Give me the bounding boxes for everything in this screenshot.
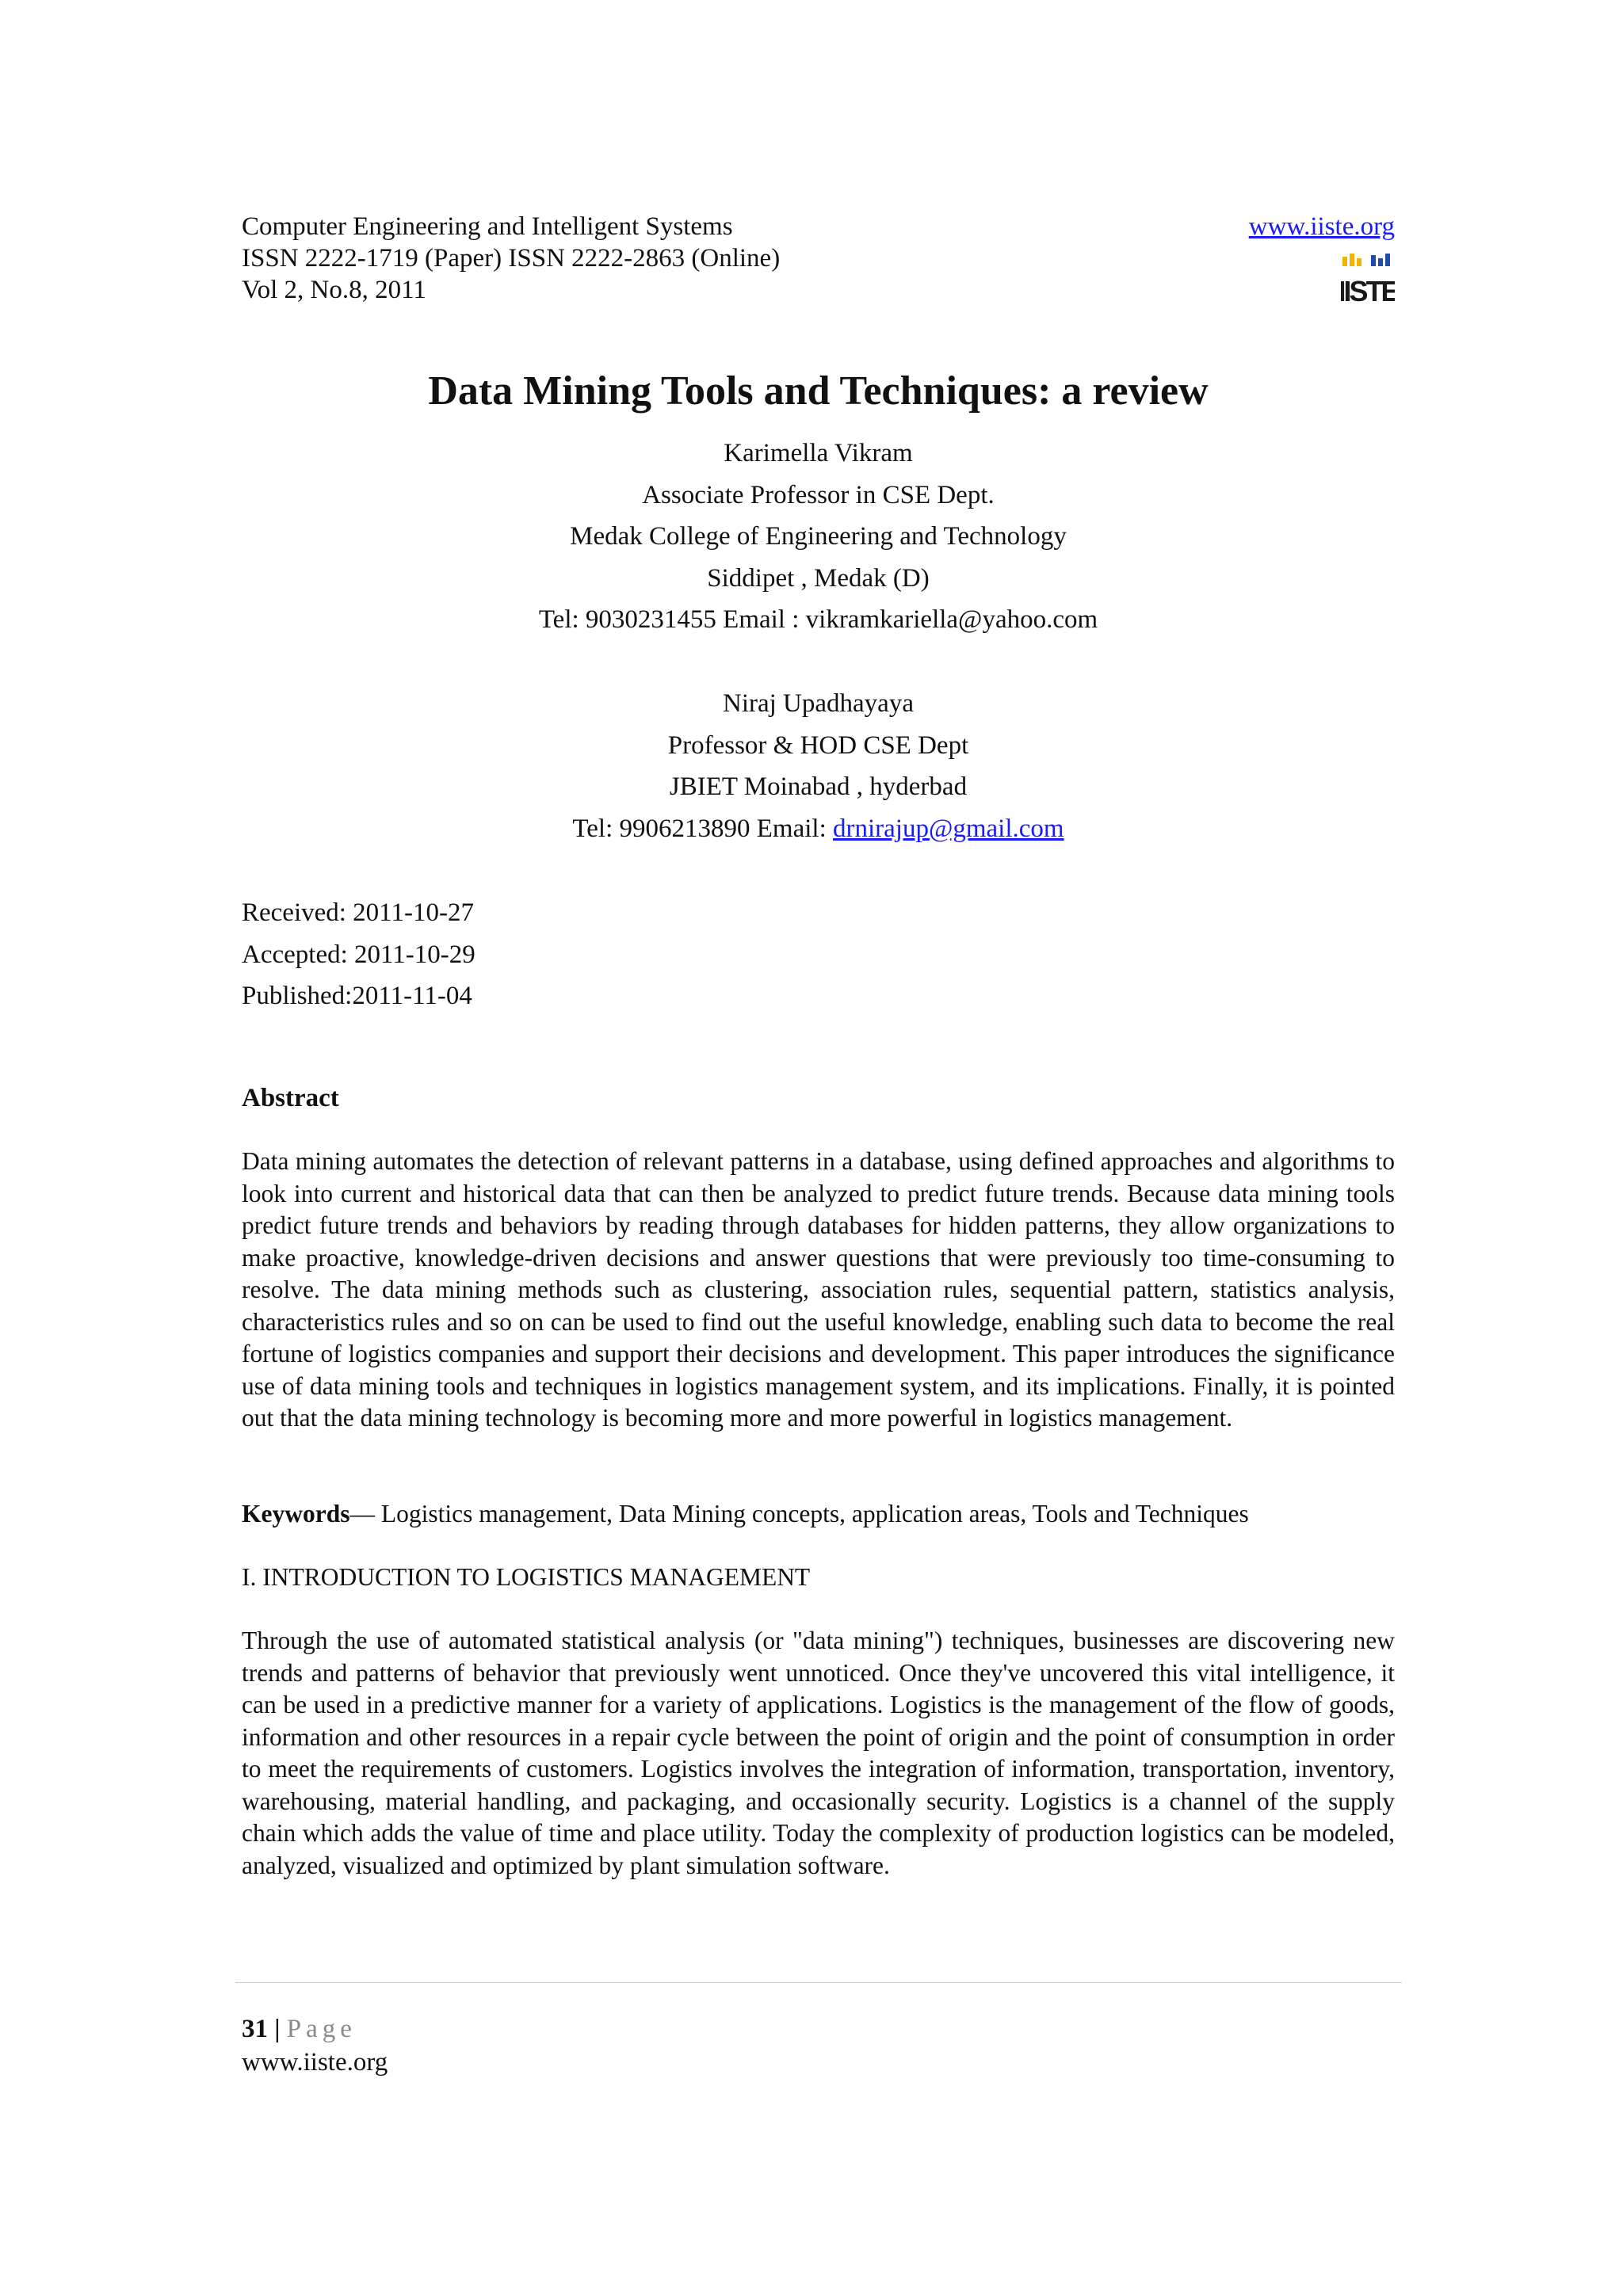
author-affiliation: JBIET Moinabad , hyderbad [669, 772, 968, 801]
introduction-heading: I. INTRODUCTION TO LOGISTICS MANAGEMENT [242, 1563, 811, 1591]
iiste-logo-icon [1341, 252, 1395, 306]
page-number-line [242, 2012, 388, 2046]
document-page [242, 0, 1395, 2296]
author-name: Niraj Upadhayaya [723, 689, 914, 718]
author-affiliation: Medak College of Engineering and Technology [570, 522, 1067, 551]
journal-header [242, 211, 1395, 314]
publication-dates [242, 892, 475, 1017]
page-separator: | [268, 2015, 287, 2043]
author-contact-prefix: Tel: 9906213890 Email: [572, 814, 833, 843]
author-block-1 [242, 433, 1395, 641]
journal-name: Computer Engineering and Intelligent Systems [242, 212, 733, 241]
page-label: Page [286, 2015, 357, 2043]
footer-website: www.iiste.org [242, 2048, 388, 2077]
page-number: 31 [242, 2015, 268, 2043]
author-contact [242, 808, 1395, 850]
author-position: Associate Professor in CSE Dept. [642, 480, 995, 509]
journal-website-link[interactable]: www.iiste.org [1248, 212, 1395, 241]
author-location: Siddipet , Medak (D) [707, 563, 930, 593]
svg-text:IISTE: IISTE [1341, 275, 1395, 306]
keywords-text: — Logistics management, Data Mining concepts, application areas, Tools and Techniques [349, 1500, 1249, 1527]
author-position: Professor & HOD CSE Dept [667, 730, 969, 760]
journal-issn: ISSN 2222-1719 (Paper) ISSN 2222-2863 (Online) [242, 244, 781, 273]
received-date: Received: 2011-10-27 [242, 898, 474, 927]
journal-info [242, 211, 780, 306]
keywords-label: Keywords [242, 1500, 350, 1527]
footer-divider [235, 1982, 1402, 1983]
accepted-date: Accepted: 2011-10-29 [242, 940, 475, 969]
published-date: Published:2011-11-04 [242, 982, 472, 1010]
journal-volume: Vol 2, No.8, 2011 [242, 276, 426, 304]
author-contact: Tel: 9030231455 Email : vikramkariella@yahoo.com [538, 605, 1098, 634]
author-block-2 [242, 683, 1395, 849]
keywords [242, 1498, 1395, 1530]
author-email-link[interactable]: drnirajup@gmail.com [833, 814, 1064, 843]
introduction-text: Through the use of automated statistical analysis (or "data mining") techniques, businesses are discovering new trends and patterns of behavior that previously went unnoticed. Once they've uncovered this vital intelligence, it can be used in a predictive manner for a variety of applications. Logistics is the management of the flow of goods, information and other resources in a repair cycle between the point of origin and the point of consumption in order to meet the requirements of customers. Logistics involves the integration of information, transportation, inventory, warehousing, material handling, and packaging, and occasionally security. Logistics is a channel of the supply chain which adds the value of time and place utility. Today the complexity of production logistics can be modeled, analyzed, visualized and optimized by plant simulation software. [242, 1627, 1395, 1879]
paper-title: Data Mining Tools and Techniques: a review [428, 368, 1209, 414]
abstract-text: Data mining automates the detection of relevant patterns in a database, using defined approaches and algorithms to look into current and historical data that can then be analyzed to predict future trends. Because data mining tools predict future trends and behaviors by reading through databases for hidden patterns, they allow organizations to make proactive, knowledge-driven decisions and answer questions that were previously too time-consuming to resolve. The data mining methods such as clustering, association rules, sequential pattern, statistics analysis, characteristics rules and so on can be used to find out the useful knowledge, enabling such data to become the real fortune of logistics companies and support their decisions and development. This paper introduces the significance use of data mining tools and techniques in logistics management system, and its implications. Finally, it is pointed out that the data mining technology is becoming more and more powerful in logistics management. [242, 1147, 1395, 1432]
page-footer [242, 2012, 388, 2079]
author-name: Karimella Vikram [724, 439, 913, 467]
abstract-heading: Abstract [242, 1084, 339, 1112]
